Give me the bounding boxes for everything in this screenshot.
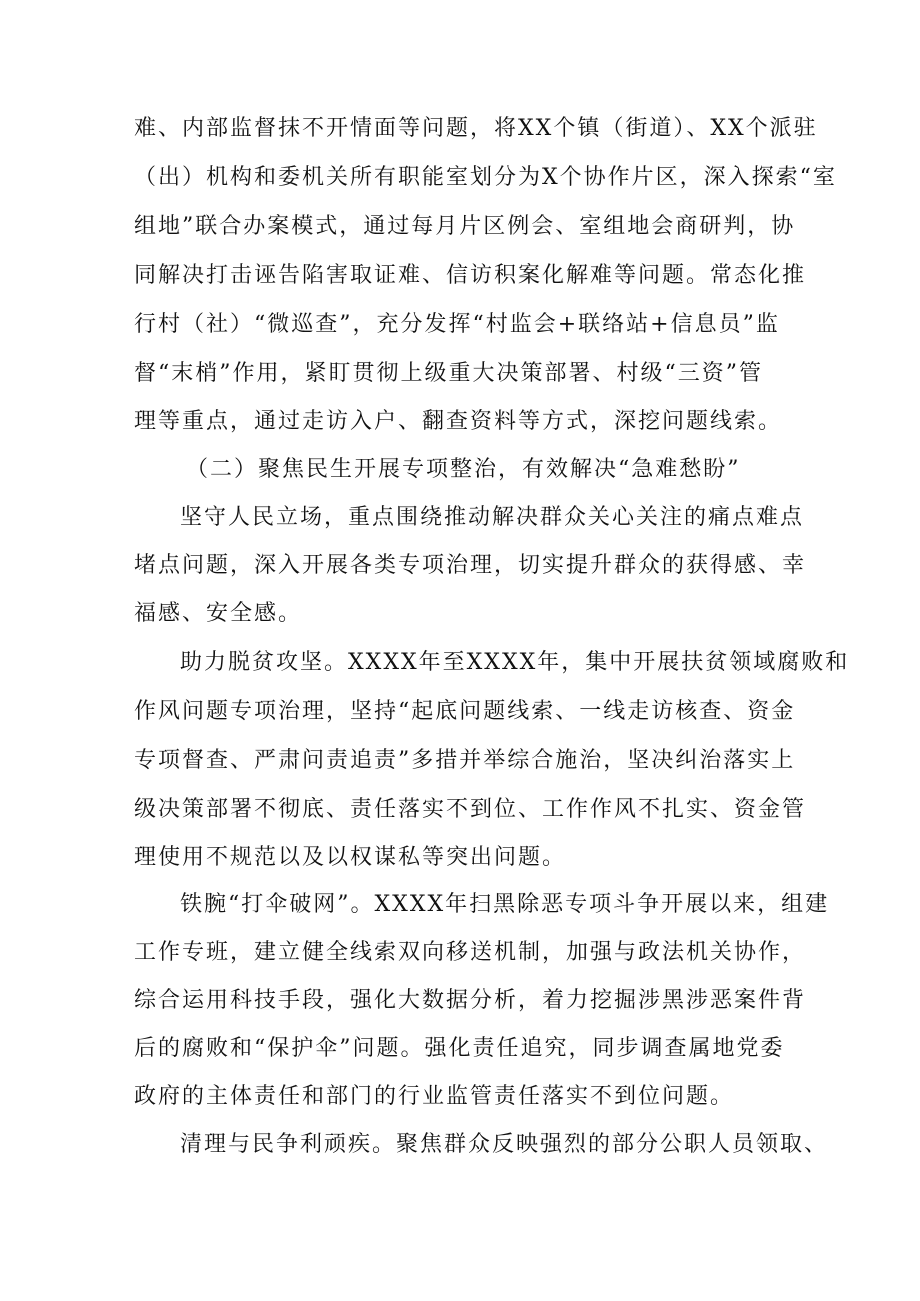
text-line: 难、内部监督抹不开情面等问题，将XX个镇（街道）、XX个派驻 — [134, 116, 818, 141]
paragraph-first-line: 铁腕“打伞破网”。XXXX年扫黑除恶专项斗争开展以来，组建 — [180, 892, 830, 917]
text-line: 工作专班，建立健全线索双向移送机制，加强与政法机关协作， — [134, 940, 807, 965]
text-line: 堵点问题，深入开展各类专项治理，切实提升群众的获得感、幸 — [134, 553, 807, 578]
text-line: （出）机构和委机关所有职能室划分为X个协作片区，深入探索“室 — [134, 165, 837, 190]
text-line: 政府的主体责任和部门的行业监管责任落实不到位问题。 — [134, 1084, 735, 1109]
paragraph-first-line: 清理与民争利顽疾。聚焦群众反映强烈的部分公职人员领取、 — [180, 1132, 829, 1157]
text-line: 作风问题专项治理，坚持“起底问题线索、一线走访核查、资金 — [134, 699, 796, 724]
text-line: 福感、安全感。 — [134, 601, 303, 626]
paragraph-first-line: 助力脱贫攻坚。XXXX年至XXXX年，集中开展扶贫领域腐败和 — [180, 650, 850, 675]
text-line: 行村（社）“微巡查”，充分发挥“村监会+联络站+信息员”监 — [134, 312, 780, 337]
text-line: 督“末梢”作用，紧盯贯彻上级重大决策部署、村级“三资”管 — [134, 361, 763, 386]
text-line: 同解决打击诬告陷害取证难、信访积案化解难等问题。常态化推 — [134, 263, 807, 288]
text-line: 理等重点，通过走访入户、翻查资料等方式，深挖问题线索。 — [134, 409, 783, 434]
paragraph-first-line: 坚守人民立场，重点围绕推动解决群众关心关注的痛点难点 — [180, 505, 805, 530]
text-line: 级决策部署不彻底、责任落实不到位、工作作风不扎实、资金管 — [134, 797, 807, 822]
section-heading: （二）聚焦民生开展专项整治，有效解决“急难愁盼” — [186, 457, 741, 482]
text-line: 综合运用科技手段，强化大数据分析，着力挖掘涉黑涉恶案件背 — [134, 988, 807, 1013]
text-line: 后的腐败和“保护伞”问题。强化责任追究，同步调查属地党委 — [134, 1036, 785, 1061]
text-line: 理使用不规范以及以权谋私等突出问题。 — [134, 845, 567, 870]
text-line: 专项督查、严肃问责追责”多措并举综合施治，坚决纠治落实上 — [134, 748, 796, 773]
text-line: 组地”联合办案模式，通过每月片区例会、室组地会商研判，协 — [134, 214, 796, 239]
